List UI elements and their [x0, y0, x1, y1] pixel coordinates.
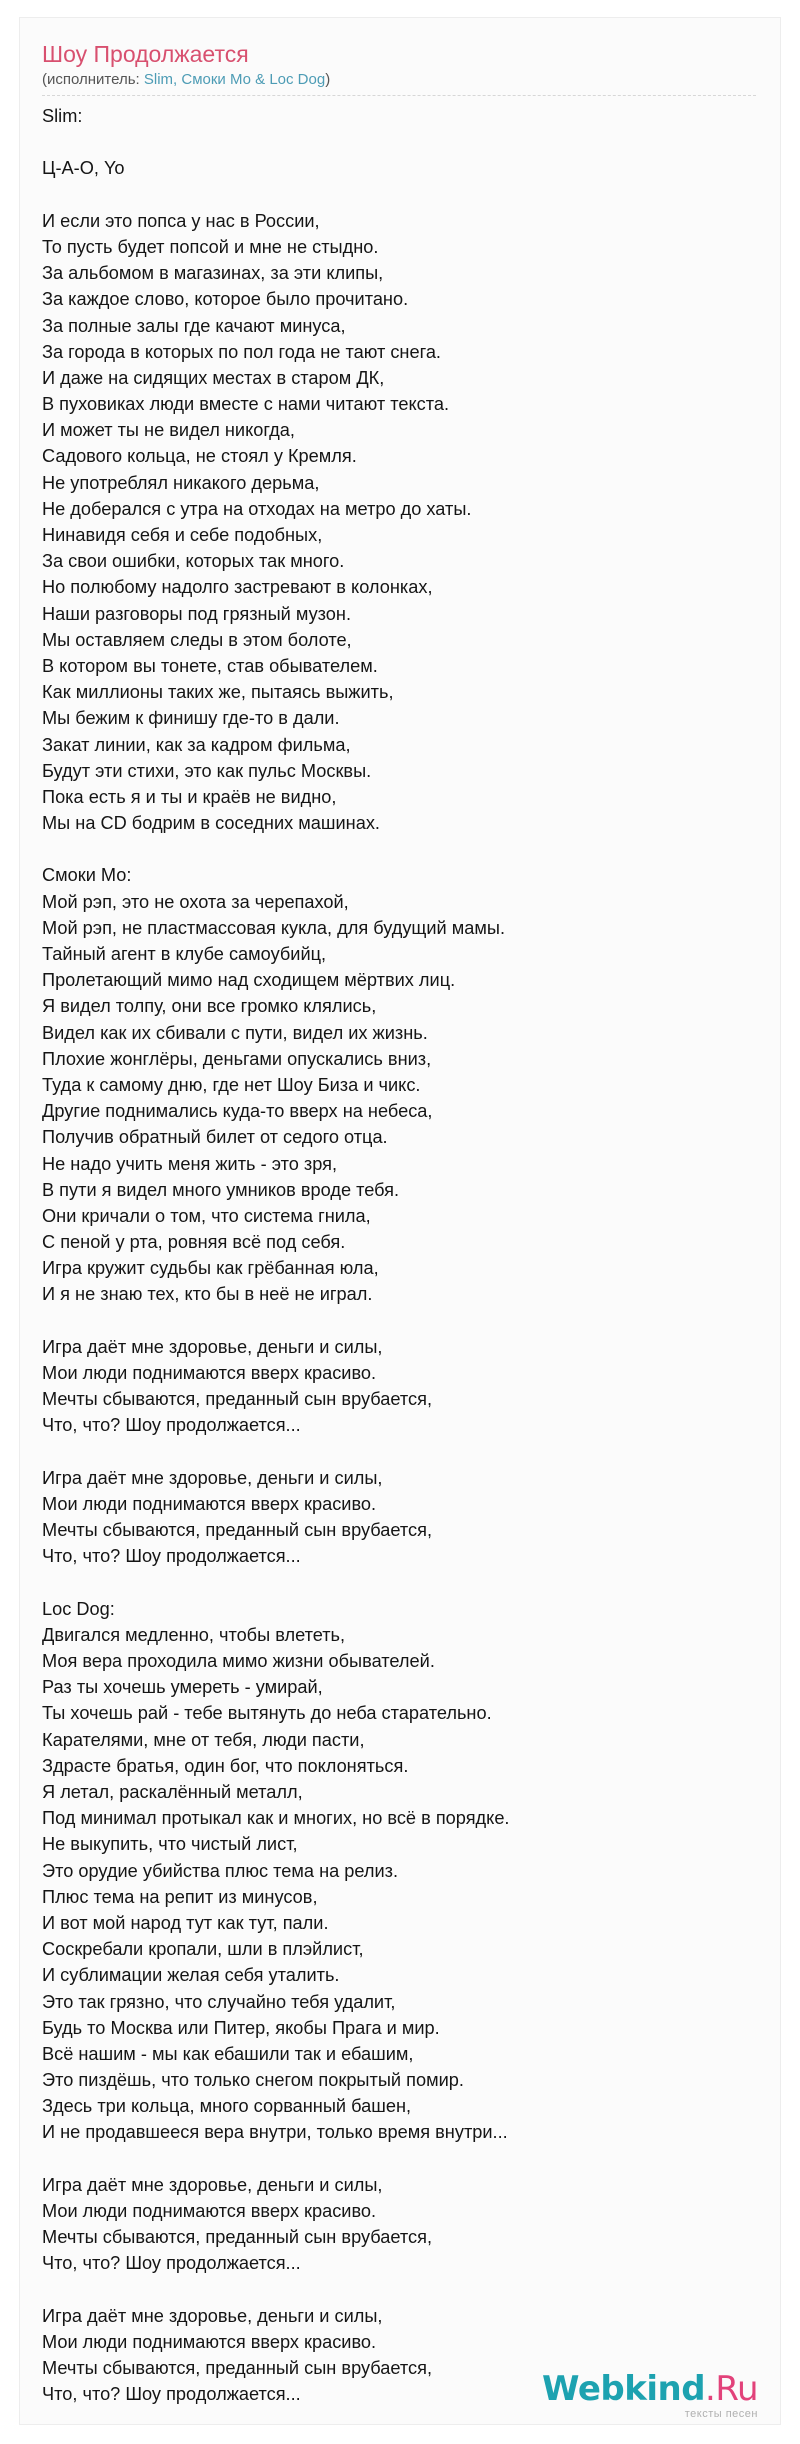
lyric-line: Двигался медленно, чтобы влететь, — [42, 1624, 346, 1645]
lyric-line: Игра даёт мне здоровье, деньги и силы, — [42, 1467, 383, 1488]
lyric-line: Садового кольца, не стоял у Кремля. — [42, 446, 357, 467]
lyric-line: За города в которых по пол года не тают снега. — [42, 341, 441, 362]
lyric-line: Это орудие убийства плюс тема на релиз. — [42, 1860, 399, 1881]
lyric-line: Игра даёт мне здоровье, деньги и силы, — [42, 2305, 383, 2326]
lyric-line: Я летал, раскалённый металл, — [42, 1782, 303, 1802]
lyric-line: Тайный агент в клубе самоубийц, — [42, 944, 327, 964]
lyric-line: Мечты сбываются, преданный сын врубается, — [42, 1389, 433, 1410]
lyric-line: Смоки Мо: — [42, 865, 132, 886]
performer-prefix: (исполнитель: — [42, 71, 144, 88]
lyric-line: Туда к самому дню, где нет Шоу Биза и чикс. — [42, 1074, 421, 1095]
lyric-line: И вот мой народ тут как тут, пали. — [42, 1912, 329, 1933]
lyric-line: Мои люди поднимаются вверх красиво. — [42, 2331, 377, 2352]
lyric-line: Что, что? Шоу продолжается... — [42, 2384, 301, 2405]
lyric-line: Всё нашим - мы как ебашили так и ебашим, — [42, 2043, 414, 2064]
performer-link[interactable]: Slim, Смоки Мо & Loc Dog — [143, 71, 326, 88]
lyric-line: И может ты не видел никогда, — [42, 420, 295, 441]
blank-line — [42, 129, 742, 155]
lyric-line: Ты хочешь рай - тебе вытянуть до неба старательно. — [42, 1703, 492, 1724]
lyric-line: Под минимал протыкал как и многих, но всё в порядке. — [42, 1808, 510, 1829]
blank-line — [42, 1439, 742, 1465]
lyric-line: Нинавидя себя и себе подобных, — [42, 525, 323, 545]
lyric-line: Будь то Москва или Питер, якобы Прага и мир. — [42, 2017, 440, 2038]
lyric-line: В пуховиках люди вместе с нами читают текста. — [42, 394, 450, 415]
blank-line — [42, 836, 742, 862]
lyric-line: Моя вера проходила мимо жизни обывателей. — [42, 1651, 435, 1672]
lyric-line: И не продавшееся вера внутри, только время внутри... — [42, 2122, 508, 2143]
lyric-line: За свои ошибки, которых так много. — [42, 551, 345, 572]
lyric-line: Соскребали кропали, шли в плэйлист, — [42, 1939, 364, 1960]
lyric-line: Не выкупить, что чистый лист, — [42, 1834, 298, 1855]
lyric-line: Раз ты хочешь умереть - умирай, — [42, 1677, 323, 1698]
lyric-line: Плохие жонглёры, деньгами опускались вниз, — [42, 1048, 432, 1069]
lyric-line: Как миллионы таких же, пытаясь выжить, — [42, 682, 394, 703]
lyric-line: Получив обратный билет от седого отца. — [42, 1127, 388, 1148]
blank-line — [42, 2277, 742, 2303]
logo-main-text: Webkind — [542, 2369, 706, 2409]
lyric-line: Игра даёт мне здоровье, деньги и силы, — [42, 2174, 383, 2195]
lyric-line: Плюс тема на репит из минусов, — [42, 1886, 318, 1907]
blank-line — [42, 2146, 742, 2172]
lyric-line: С пеной у рта, ровняя всё под себя. — [42, 1232, 346, 1253]
lyric-line: Мы оставляем следы в этом болоте, — [42, 629, 352, 650]
page-title: Шоу Продолжается — [42, 41, 249, 67]
lyric-line: Мои люди поднимаются вверх красиво. — [42, 1493, 377, 1514]
lyric-line: Наши разговоры под грязный музон. — [42, 603, 352, 624]
performer-suffix: ) — [325, 71, 331, 88]
lyric-line: За каждое слово, которое было прочитано. — [42, 289, 409, 310]
header-divider — [42, 95, 756, 96]
lyric-line: Не доберался с утра на отходах на метро до хаты. — [42, 498, 472, 519]
lyric-line: Здесь три кольца, много сорванный башен, — [42, 2096, 412, 2117]
logo-wordmark — [542, 2369, 758, 2409]
lyric-line: Мы бежим к финишу где-то в дали. — [42, 708, 340, 729]
blank-line — [42, 1308, 742, 1334]
lyric-line: Будут эти стихи, это как пульс Москвы. — [42, 760, 372, 781]
lyric-line: За альбомом в магазинах, за эти клипы, — [42, 263, 384, 284]
lyric-line: Мечты сбываются, преданный сын врубается, — [42, 1520, 433, 1541]
lyric-line: В пути я видел много умников вроде тебя. — [42, 1179, 400, 1200]
lyric-line: И я не знаю тех, кто бы в неё не играл. — [42, 1284, 373, 1305]
lyric-line: Пока есть я и ты и краёв не видно, — [42, 786, 337, 807]
lyric-line: Мой рэп, это не охота за черепахой, — [42, 891, 349, 912]
lyric-line: Карателями, мне от тебя, люди пасти, — [42, 1729, 365, 1750]
lyric-line: Закат линии, как за кадром фильма, — [42, 734, 351, 755]
lyric-line: Видел как их сбивали с пути, видел их жизнь. — [42, 1022, 428, 1043]
lyrics-body — [42, 103, 742, 2408]
lyric-line: Что, что? Шоу продолжается... — [42, 1546, 301, 1567]
lyric-line: Пролетающий мимо над сходищем мёртвих лиц. — [42, 970, 456, 991]
lyric-line: Loc Dog: — [42, 1598, 115, 1619]
lyric-line: В котором вы тонете, став обывателем. — [42, 655, 378, 676]
performer-line — [42, 70, 330, 90]
lyric-line: Здрасте братья, один бог, что поклоняться. — [42, 1755, 409, 1776]
lyric-line: Мечты сбываются, преданный сын врубается, — [42, 2358, 433, 2379]
lyric-line: Но полюбому надолго застревают в колонках, — [42, 577, 433, 598]
lyric-line: Ц-А-О, Yo — [42, 158, 125, 179]
lyric-line: Мы на CD бодрим в соседних машинах. — [42, 813, 380, 834]
lyric-line: Что, что? Шоу продолжается... — [42, 1415, 301, 1436]
lyric-line: Это так грязно, что случайно тебя удалит, — [42, 1991, 396, 2012]
lyric-line: И даже на сидящих местах в старом ДК, — [42, 367, 385, 388]
lyric-line: Не употреблял никакого дерьма, — [42, 472, 320, 493]
lyric-line: Игра даёт мне здоровье, деньги и силы, — [42, 1336, 383, 1357]
lyric-line: Мои люди поднимаются вверх красиво. — [42, 1363, 377, 1383]
blank-line — [42, 182, 742, 208]
lyric-line: Они кричали о том, что система гнила, — [42, 1205, 371, 1226]
lyric-line: Игра кружит судьбы как грёбанная юла, — [42, 1258, 379, 1279]
logo-tld-text: .Ru — [705, 2369, 758, 2409]
lyric-line: Это пиздёшь, что только снегом покрытый помир. — [42, 2070, 464, 2091]
lyric-line: Мои люди поднимаются вверх красиво. — [42, 2201, 377, 2221]
lyric-line: Мой рэп, не пластмассовая кукла, для будущий мамы. — [42, 917, 506, 938]
lyric-line: За полные залы где качают минуса, — [42, 315, 346, 336]
site-logo[interactable] — [542, 2369, 758, 2420]
lyric-line: Я видел толпу, они все громко клялись, — [42, 996, 377, 1017]
lyric-line: Мечты сбываются, преданный сын врубается, — [42, 2227, 433, 2248]
blank-line — [42, 1570, 742, 1596]
lyric-line: Что, что? Шоу продолжается... — [42, 2253, 301, 2274]
lyric-line: Не надо учить меня жить - это зря, — [42, 1153, 338, 1174]
lyric-line: И если это попса у нас в России, — [42, 210, 320, 231]
logo-tagline: тексты песен — [684, 2408, 758, 2420]
lyric-line: И сублимации желая себя уталить. — [42, 1965, 340, 1986]
lyric-line: Slim: — [42, 106, 83, 126]
lyric-line: Другие поднимались куда-то вверх на небеса, — [42, 1101, 433, 1122]
lyric-line: То пусть будет попсой и мне не стыдно. — [42, 236, 379, 257]
